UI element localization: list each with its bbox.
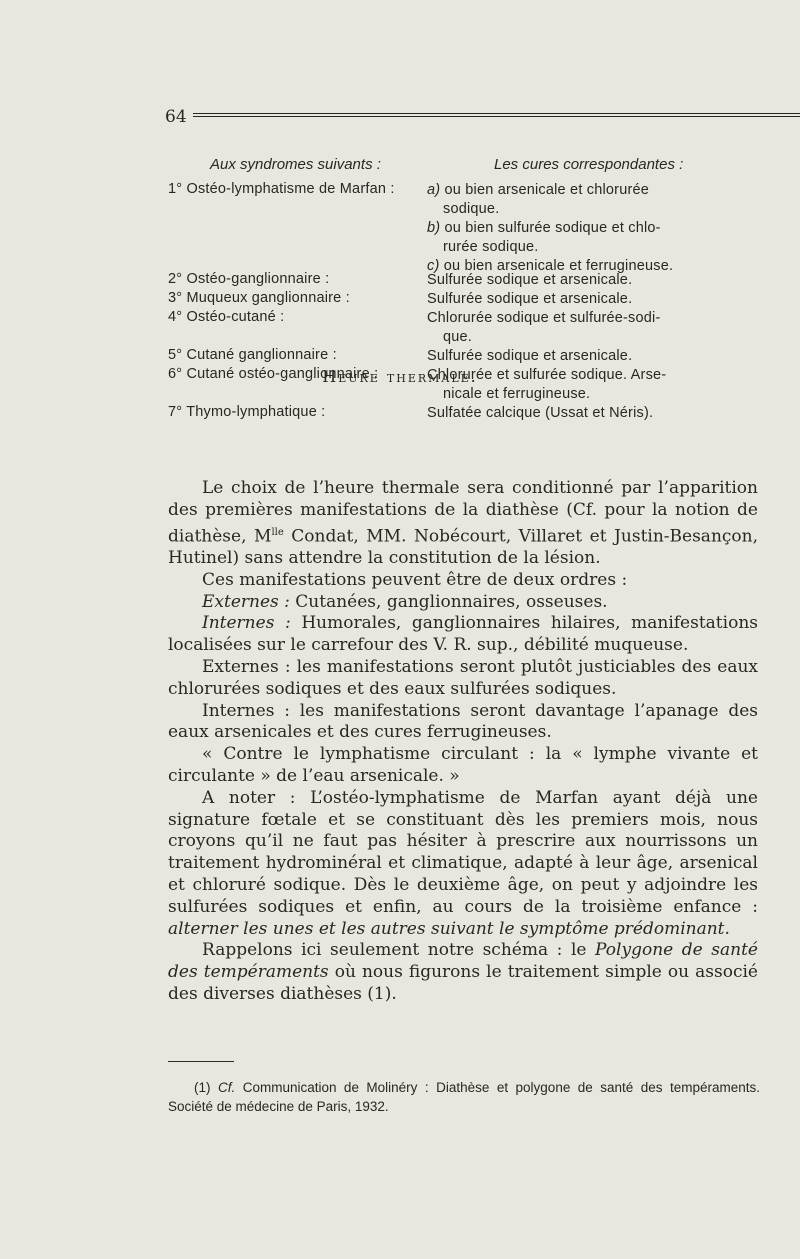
- body-text: [168, 478, 758, 1006]
- externes-text: Cutanées, ganglionnaires, osseuses.: [289, 591, 608, 612]
- footnote: [168, 1078, 760, 1116]
- left-column-heading: Aux syndromes suivants :: [210, 156, 381, 173]
- cure-b-label: b): [427, 220, 441, 236]
- paragraph-9-end: où nous figurons le traitement simple ou associé des diverses diathèses (1).: [168, 962, 758, 1004]
- externes-label: Externes :: [202, 591, 290, 612]
- footnote-marker: (1): [194, 1080, 218, 1095]
- cure-2: Sulfurée sodique et arsenicale.: [427, 272, 633, 288]
- syndrome-7: 7° Thymo-lymphatique :: [168, 404, 326, 420]
- cure-2-group: [427, 271, 757, 423]
- cure-a-label: a): [427, 182, 441, 198]
- paragraph-9: [168, 940, 758, 1005]
- paragraph-1-text: Le choix de l’heure thermale sera conditionné par l’apparition des premières manifestations de la diathèse (Cf. pour la notion de diathèse, M: [168, 478, 758, 547]
- cure-4-line2: que.: [443, 329, 473, 345]
- paragraph-2: Ces manifestations peuvent être de deux ordres :: [202, 569, 628, 590]
- syndrome-3: 3° Muqueux ganglionnaire :: [168, 290, 350, 306]
- paragraph-8-text: A noter : L’ostéo-lymphatisme de Marfan ayant déjà une signature fœtale et se constituant dès les premiers mois, nous croyons qu’il ne faut pas hésiter à prescrire aux nourrissons un traitement hydrominéral et climatique, adapté à leur âge, arsenical et chloruré sodique. Dès le deuxième âge, on peut y adjoindre les sulfurées sodiques et enfin, au cours de la troisième enfance :: [168, 787, 758, 917]
- syndrome-2: 2° Ostéo-ganglionnaire :: [168, 271, 330, 287]
- cure-c-label: c): [427, 258, 440, 274]
- cure-6-line1: Chlorurée et sulfurée sodique. Arse-: [427, 367, 667, 383]
- paragraph-3: [168, 592, 758, 614]
- paragraph-8-italic: alterner les unes et les autres suivant le symptôme prédominant.: [168, 918, 730, 939]
- cure-c-line1: ou bien arsenicale et ferrugineuse.: [443, 258, 674, 274]
- paragraph-7: « Contre le lymphatisme circulant : la « lymphe vivante et circulante » de l’eau arsenicale. »: [168, 744, 758, 787]
- cure-7: Sulfatée calcique (Ussat et Néris).: [427, 405, 654, 421]
- syndrome-1: 1° Ostéo-lymphatisme de Marfan :: [168, 181, 395, 197]
- cure-5: Sulfurée sodique et arsenicale.: [427, 348, 633, 364]
- page-number: 64: [165, 107, 187, 127]
- paragraph-1: [168, 478, 758, 570]
- syndrome-5: 5° Cutané ganglionnaire :: [168, 347, 337, 363]
- paragraph-8: [168, 788, 758, 941]
- cure-3: Sulfurée sodique et arsenicale.: [427, 291, 633, 307]
- cure-a-line2: sodique.: [443, 201, 500, 217]
- cure-b-line1: ou bien sulfurée sodique et chlo-: [444, 220, 661, 236]
- internes-text: Humorales, ganglionnaires hilaires, manifestations localisées sur le carrefour des V. R. sup., débilité muqueuse.: [168, 613, 758, 656]
- paragraph-9-italic: Polygone de santé des tempéraments: [168, 940, 758, 983]
- cure-b-line2: rurée sodique.: [443, 239, 539, 255]
- section-title: Heure thermale.: [322, 367, 478, 386]
- page-header: [165, 107, 800, 127]
- cure-6-line2: nicale et ferrugineuse.: [443, 386, 591, 402]
- footnote-text: Communication de Molinéry : Diathèse et polygone de santé des tempéraments. Société de médecine de Paris, 1932.: [168, 1080, 761, 1114]
- header-rule: [193, 113, 800, 117]
- paragraph-4: [168, 613, 758, 657]
- footnote-rule: [168, 1061, 234, 1062]
- cure-a-line1: ou bien arsenicale et chlorurée: [444, 182, 650, 198]
- paragraph-9-start: Rappelons ici seulement notre schéma : le: [202, 940, 596, 961]
- syndrome-4: 4° Ostéo-cutané :: [168, 309, 285, 325]
- syndrome-6: 6° Cutané ostéo-ganglionnaire :: [168, 366, 379, 382]
- cure-4-line1: Chlorurée sodique et sulfurée-sodi-: [427, 310, 661, 326]
- internes-label: Internes :: [202, 613, 291, 634]
- paragraph-5: Externes : les manifestations seront plutôt justiciables des eaux chlorurées sodiques et des eaux sulfurées sodiques.: [168, 657, 758, 699]
- paragraph-1-superscript: lle: [271, 526, 284, 538]
- right-column-heading: Les cures correspondantes :: [494, 156, 684, 173]
- footnote-cf: Cf.: [217, 1080, 236, 1095]
- paragraph-1-end: Condat, MM. Nobécourt, Villaret et Justin-Besançon, Hutinel) sans attendre la constitution de la lésion.: [168, 526, 758, 569]
- cure-1-group: [427, 181, 757, 276]
- paragraph-6: Internes : les manifestations seront davantage l’apanage des eaux arsenicales et des cures ferrugineuses.: [168, 700, 758, 743]
